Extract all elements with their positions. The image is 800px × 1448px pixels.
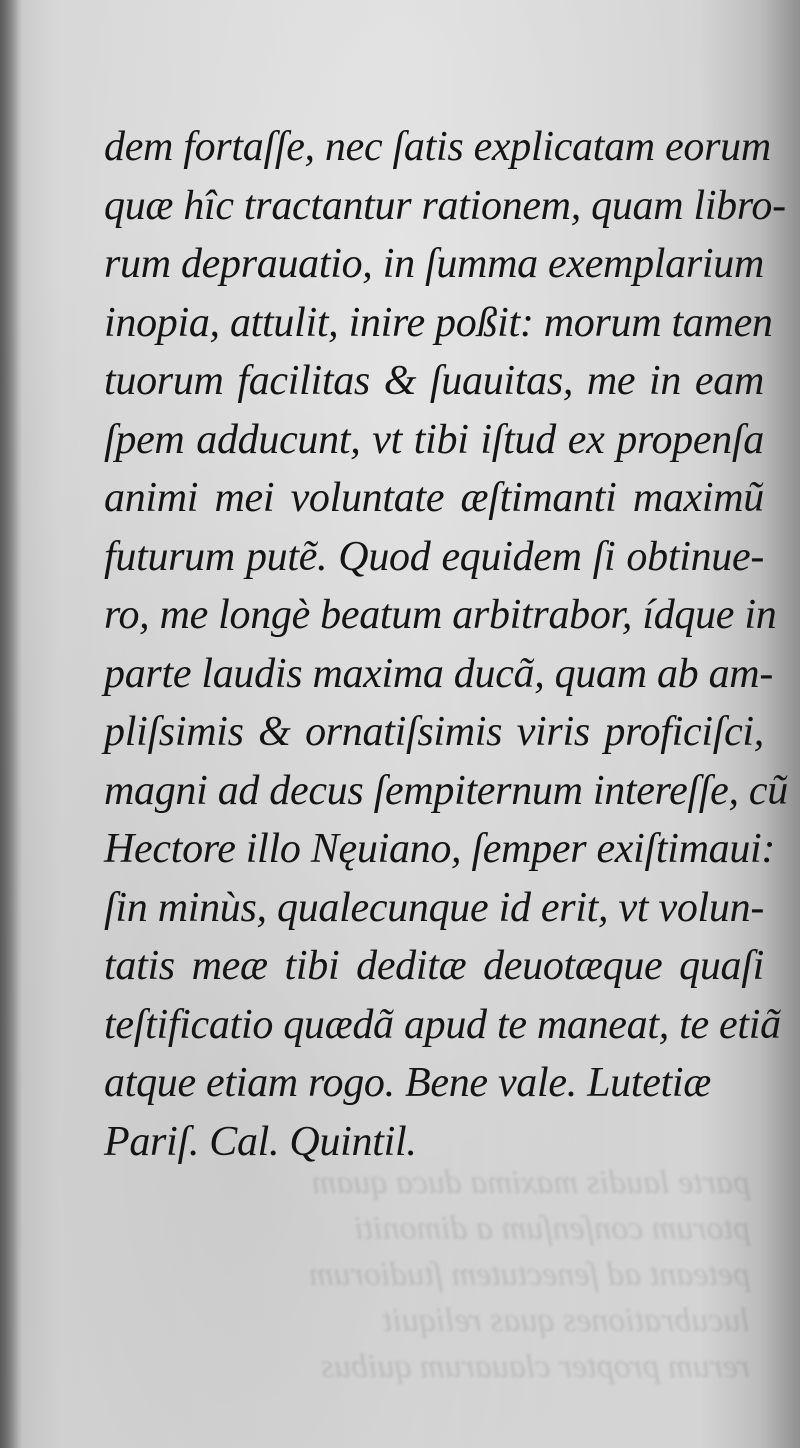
show-through-text: parte laudis maxima duca quam ptorum conſenſum a dimoniti peteant ad ſenectutem ſtudiorum lucubrationes quas reliquit rerum propter clauarum quibus (309, 1164, 750, 1385)
text-line-18: Pariſ. Cal. Quintil. (104, 1118, 417, 1165)
text-line-10: parte laudis maxima ducã, quam ab am- (104, 650, 774, 697)
text-line-8: futurum putẽ. Quod equidem ſi obtinue- (104, 533, 764, 580)
text-line-3: rum deprauatio, in ſumma exemplarium (104, 241, 764, 287)
text-line-1: dem fortaſſe, nec ſatis explicatam eorum (104, 124, 771, 170)
page-gutter-shadow (0, 0, 22, 1448)
text-line-12: magni ad decus ſempiternum intereſſe, cũ (104, 767, 788, 814)
text-line-13: Hectore illo Nęuiano, ſemper exiſtimaui: (104, 826, 776, 872)
text-line-5: tuorum facilitas & ſuauitas, me in eam (104, 358, 764, 404)
text-line-7: animi mei voluntate æſtimanti maximũ (104, 475, 764, 521)
text-line-17: atque etiam rogo. Bene vale. Lutetiæ (104, 1060, 712, 1106)
text-line-15: tatis meæ tibi deditæ deuotæque quaſi (104, 943, 764, 989)
text-line-4: inopia, attulit, inire poßit: morum tamen (104, 299, 773, 346)
text-line-11: pliſsimis & ornatiſsimis viris proficiſci, (104, 709, 764, 755)
text-line-6: ſpem adducunt, vt tibi iſtud ex propenſa (104, 416, 764, 463)
text-line-14: ſin minùs, qualecunque id erit, vt volun- (104, 884, 764, 931)
text-line-16: teſtificatio quædã apud te maneat, te etiã (104, 1001, 781, 1048)
text-line-2: quæ hîc tractantur rationem, quam libro- (104, 182, 786, 229)
dedication-text (104, 118, 788, 1171)
text-line-9: ro, me longè beatum arbitrabor, ídque in (104, 592, 777, 638)
